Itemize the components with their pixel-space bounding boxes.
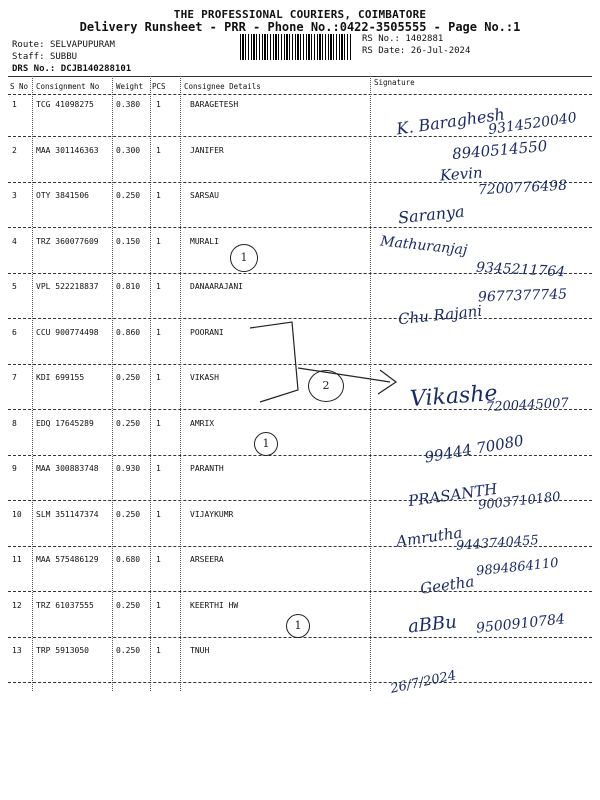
row-consignee: VIJAYKUMR — [190, 509, 234, 519]
row-sno: 12 — [12, 600, 22, 610]
row-divider — [8, 136, 592, 137]
row-weight: 0.680 — [116, 555, 141, 564]
circled-mark: 1 — [254, 432, 278, 456]
row-sno: 11 — [12, 555, 22, 564]
col-sno: S No — [10, 82, 29, 91]
row-pcs: 1 — [156, 555, 161, 564]
staff-label: Staff: — [12, 52, 45, 62]
row-consignment-no: MAA 300883748 — [36, 464, 99, 473]
handwritten-signature: Kevin — [439, 163, 484, 185]
col-pcs: PCS — [152, 82, 166, 91]
row-consignee: PARANTH — [190, 464, 224, 473]
row-pcs: 1 — [156, 646, 161, 655]
row-consignment-no: MAA 301146363 — [36, 145, 99, 155]
row-sno: 6 — [12, 327, 17, 337]
rs-date-value: 26-Jul-2024 — [410, 46, 471, 56]
route-line — [12, 40, 115, 50]
row-consignee: KEERTHI HW — [190, 600, 239, 610]
handwritten-phone: 9345211764 — [475, 259, 566, 281]
row-divider — [8, 227, 592, 228]
rs-no-line — [362, 34, 443, 44]
row-consignment-no: OTY 3841506 — [36, 191, 89, 200]
col-divider — [150, 76, 151, 691]
row-weight: 0.860 — [116, 327, 141, 337]
staff-line — [12, 52, 77, 62]
handwritten-arrow-icon — [240, 310, 410, 420]
row-weight: 0.250 — [116, 418, 141, 428]
handwritten-phone: 9443740455 — [455, 533, 540, 554]
row-sno: 13 — [12, 646, 22, 655]
row-weight: 0.810 — [116, 282, 141, 291]
handwritten-signature: Amrutha — [395, 523, 464, 551]
handwritten-signature: Mathuranjaj — [379, 233, 469, 259]
circled-mark: 1 — [286, 614, 310, 638]
row-weight: 0.150 — [116, 236, 141, 246]
handwritten-phone: 9500910784 — [475, 611, 566, 637]
handwritten-signature: K. Baraghesh — [395, 104, 506, 139]
barcode — [240, 34, 352, 60]
row-consignment-no: EDQ 17645289 — [36, 418, 94, 428]
handwritten-phone: 9677377745 — [477, 286, 568, 306]
col-weight: Weight — [116, 82, 144, 91]
row-sno: 2 — [12, 145, 17, 155]
handwritten-phone: 7200445007 — [485, 395, 570, 416]
row-consignment-no: TCG 41098275 — [36, 100, 94, 109]
handwritten-phone: 99444 70080 — [423, 431, 526, 467]
row-pcs: 1 — [156, 191, 161, 200]
handwritten-phone: 8940514550 — [451, 136, 549, 164]
circled-mark: 2 — [308, 370, 344, 402]
route-label: Route: — [12, 40, 45, 50]
row-consignment-no: TRP 5913050 — [36, 646, 89, 655]
row-consignee: POORANI — [190, 327, 224, 337]
row-consignee: TNUH — [190, 646, 210, 655]
row-divider — [8, 682, 592, 683]
row-consignee: DANAARAJANI — [190, 282, 243, 291]
row-weight: 0.380 — [116, 100, 141, 109]
row-consignment-no: TRZ 360077609 — [36, 236, 99, 246]
rs-no-value: 1402881 — [405, 34, 444, 44]
handwritten-phone: 7200776498 — [477, 177, 568, 199]
handwritten-signature: Saranya — [397, 201, 466, 228]
row-weight: 0.300 — [116, 145, 141, 155]
row-sno: 3 — [12, 191, 17, 200]
row-sno: 4 — [12, 236, 17, 246]
row-consignee: JANIFER — [190, 145, 224, 155]
row-pcs: 1 — [156, 236, 161, 246]
col-divider — [112, 76, 113, 691]
row-weight: 0.250 — [116, 646, 141, 655]
row-consignment-no: CCU 900774498 — [36, 327, 99, 337]
row-sno: 1 — [12, 100, 17, 109]
row-weight: 0.930 — [116, 464, 141, 473]
row-consignment-no: KDI 699155 — [36, 373, 85, 382]
handwritten-signature: aBBu — [407, 611, 458, 638]
row-pcs: 1 — [156, 327, 161, 337]
row-sno: 5 — [12, 282, 17, 291]
row-pcs: 1 — [156, 282, 161, 291]
staff-value: SUBBU — [49, 52, 78, 62]
row-consignee: MURALI — [190, 236, 219, 246]
row-consignee: AMRIX — [190, 418, 215, 428]
row-pcs: 1 — [156, 600, 161, 610]
header-bottom-rule — [8, 94, 592, 95]
row-consignee: ARSEERA — [190, 555, 224, 564]
drs-line — [12, 64, 131, 74]
row-consignment-no: TRZ 61037555 — [36, 600, 94, 610]
row-weight: 0.250 — [116, 191, 141, 200]
col-consignee: Consignee Details — [184, 82, 261, 91]
row-consignment-no: VPL 522218837 — [36, 282, 99, 291]
col-divider — [32, 76, 33, 691]
row-pcs: 1 — [156, 373, 161, 382]
company-title: THE PROFESSIONAL COURIERS, COIMBATORE — [173, 8, 427, 21]
row-divider — [8, 455, 592, 456]
handwritten-phone: 9314520040 — [487, 109, 578, 139]
handwritten-phone: 9894864110 — [475, 555, 560, 580]
drs-value: DCJB140288101 — [60, 64, 132, 74]
col-divider — [180, 76, 181, 691]
row-pcs: 1 — [156, 464, 161, 473]
col-signature: Signature — [374, 78, 415, 87]
row-consignee: VIKASH — [190, 373, 219, 382]
rs-date-label: RS Date: — [362, 46, 406, 56]
handwritten-signature: Geetha — [419, 572, 476, 598]
row-pcs: 1 — [156, 145, 161, 155]
row-sno: 8 — [12, 418, 17, 428]
row-weight: 0.250 — [116, 509, 141, 519]
row-consignment-no: MAA 575486129 — [36, 555, 99, 564]
row-sno: 7 — [12, 373, 17, 382]
row-pcs: 1 — [156, 509, 161, 519]
drs-label: DRS No.: — [12, 64, 56, 74]
col-consignment: Consignment No — [36, 82, 100, 91]
rs-date-line — [362, 46, 470, 56]
row-divider — [8, 591, 592, 592]
row-consignee: SARSAU — [190, 191, 219, 200]
route-value: SELVAPUPURAM — [49, 40, 115, 50]
handwritten-phone: 9003710180 — [477, 489, 562, 514]
handwritten-signature: Chu Rajani — [397, 301, 483, 329]
row-pcs: 1 — [156, 100, 161, 109]
row-weight: 0.250 — [116, 373, 141, 382]
rs-no-label: RS No.: — [362, 34, 400, 44]
row-consignee: BARAGETESH — [190, 100, 239, 109]
row-consignment-no: SLM 351147374 — [36, 509, 99, 519]
handwritten-date: 26/7/2024 — [389, 668, 458, 697]
circled-mark: 1 — [230, 244, 258, 272]
handwritten-signature: Vikashe — [409, 380, 499, 413]
row-weight: 0.250 — [116, 600, 141, 610]
row-pcs: 1 — [156, 418, 161, 428]
row-sno: 10 — [12, 509, 22, 519]
runsheet-subtitle: Delivery Runsheet - PRR - Phone No.:0422-3505555 - Page No.:1 — [79, 20, 521, 34]
handwritten-signature: PRASANTH — [407, 479, 499, 511]
table-top-rule — [8, 76, 592, 77]
row-sno: 9 — [12, 464, 17, 473]
